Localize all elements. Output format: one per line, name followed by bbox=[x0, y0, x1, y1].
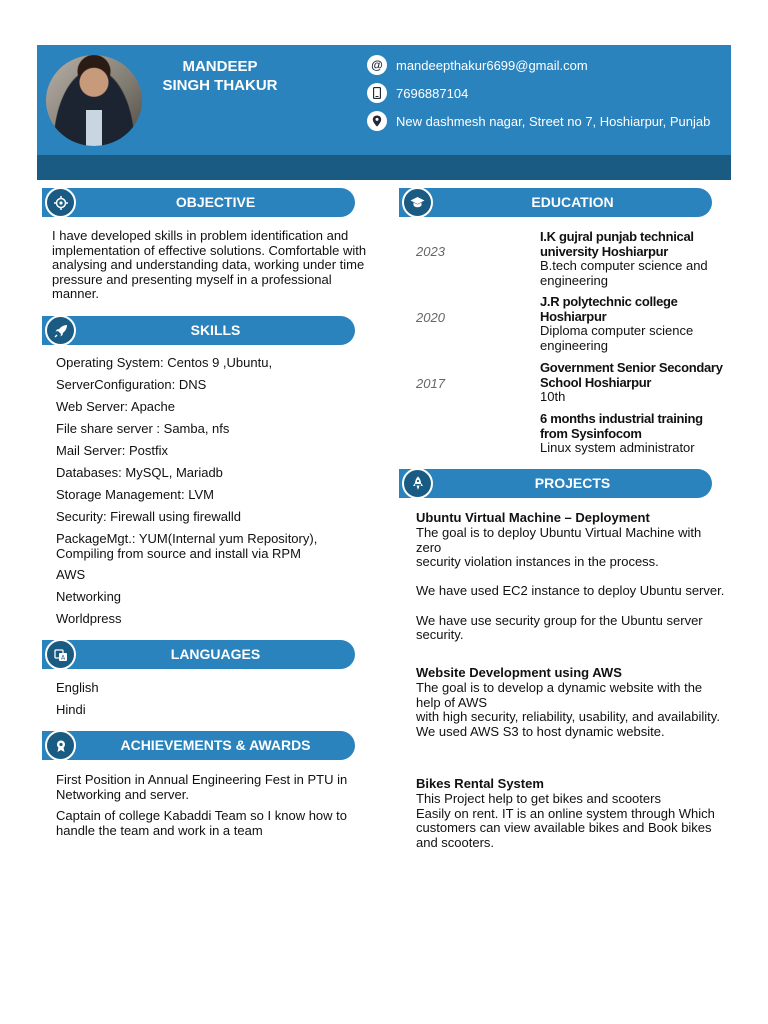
education-institution: 6 months industrial training from Sysinfocom bbox=[540, 411, 703, 441]
achievement-item: Captain of college Kabaddi Team so I know how to handle the team and work in a team bbox=[56, 808, 347, 838]
education-degree: Linux system administrator bbox=[540, 440, 695, 455]
skills-title: SKILLS bbox=[190, 322, 241, 338]
project-title: Bikes Rental System bbox=[416, 776, 544, 791]
rocket-launch-icon bbox=[402, 468, 433, 499]
objective-text: I have developed skills in problem identification and implementation of effective solutions. Comfortable with analysing and understanding data, working under time pressure and presenting myself in a professional manner. bbox=[52, 228, 367, 302]
header-band bbox=[37, 155, 731, 180]
achievement-item: First Position in Annual Engineering Fest in PTU in Networking and server. bbox=[56, 772, 348, 802]
contact-email bbox=[367, 55, 588, 75]
languages-header bbox=[42, 640, 355, 669]
skills-header bbox=[42, 316, 355, 345]
objective-header bbox=[42, 188, 355, 217]
education-institution: I.K gujral punjab technical university Hoshiarpur bbox=[540, 229, 694, 259]
project-title: Website Development using AWS bbox=[416, 665, 622, 680]
education-degree: 10th bbox=[540, 389, 566, 404]
rocket-icon bbox=[45, 315, 76, 346]
language-item: English bbox=[56, 680, 99, 695]
skill-item: Worldpress bbox=[56, 611, 122, 626]
email-text[interactable]: mandeepthakur6699@gmail.com bbox=[396, 57, 588, 73]
education-institution: Government Senior Secondary School Hoshiarpur bbox=[540, 360, 723, 390]
language-item: Hindi bbox=[56, 702, 86, 717]
address-text: New dashmesh nagar, Street no 7, Hoshiarpur, Punjab bbox=[396, 113, 711, 129]
education-degree: B.tech computer science and engineering bbox=[540, 258, 708, 288]
skill-item: Storage Management: LVM bbox=[56, 487, 215, 502]
award-icon bbox=[45, 730, 76, 761]
skill-item: Web Server: Apache bbox=[56, 399, 175, 414]
education-year: 2020 bbox=[416, 310, 445, 325]
objective-title: OBJECTIVE bbox=[175, 194, 256, 210]
phone-text[interactable]: 7696887104 bbox=[396, 85, 469, 101]
name-line-1: MANDEEP bbox=[182, 58, 258, 75]
skill-item: PackageMgt.: YUM(Internal yum Repository), Compiling from source and install via RPM bbox=[56, 531, 318, 561]
map-pin-icon bbox=[367, 111, 387, 131]
at-sign-icon: @ bbox=[367, 55, 387, 75]
achievements-header bbox=[42, 731, 355, 760]
project-description: The goal is to deploy Ubuntu Virtual Machine with zero security violation instances in the process. We have used EC2 instance to deploy Ubuntu server. We have use security group for the Ubuntu server security. bbox=[416, 525, 725, 643]
education-institution: J.R polytechnic college Hoshiarpur bbox=[540, 294, 678, 324]
svg-text:A: A bbox=[60, 654, 65, 661]
graduation-cap-icon bbox=[402, 187, 433, 218]
achievements-title: ACHIEVEMENTS & AWARDS bbox=[120, 737, 311, 753]
skill-item: Databases: MySQL, Mariadb bbox=[56, 465, 223, 480]
education-year: 2017 bbox=[416, 376, 445, 391]
skill-item: Security: Firewall using firewalld bbox=[56, 509, 241, 524]
profile-photo bbox=[46, 55, 142, 146]
contact-address bbox=[367, 111, 710, 131]
project-title: Ubuntu Virtual Machine – Deployment bbox=[416, 510, 650, 525]
education-degree: Diploma computer science engineering bbox=[540, 323, 694, 353]
project-description: This Project help to get bikes and scooters Easily on rent. IT is an online system through Which customers can view available bikes and Book bikes and scooters. bbox=[416, 791, 715, 850]
name-line-2: SINGH THAKUR bbox=[162, 77, 278, 94]
target-icon bbox=[45, 187, 76, 218]
skill-item: Operating System: Centos 9 ,Ubuntu, bbox=[56, 355, 273, 370]
education-year: 2023 bbox=[416, 244, 445, 259]
candidate-name bbox=[155, 57, 285, 95]
projects-title: PROJECTS bbox=[534, 475, 611, 491]
skill-item: AWS bbox=[56, 567, 86, 582]
mobile-phone-icon bbox=[367, 83, 387, 103]
skill-item: Mail Server: Postfix bbox=[56, 443, 168, 458]
project-description: The goal is to develop a dynamic website with the help of AWS with high security, reliability, usability, and availability. We used AWS S3 to host dynamic website. bbox=[416, 680, 720, 739]
resume-header bbox=[37, 45, 731, 180]
education-header bbox=[399, 188, 712, 217]
projects-header bbox=[399, 469, 712, 498]
translate-icon bbox=[45, 639, 76, 670]
skill-item: Networking bbox=[56, 589, 122, 604]
education-title: EDUCATION bbox=[531, 194, 614, 210]
contact-phone bbox=[367, 83, 468, 103]
skill-item: File share server : Samba, nfs bbox=[56, 421, 230, 436]
languages-title: LANGUAGES bbox=[170, 646, 261, 662]
skill-item: ServerConfiguration: DNS bbox=[56, 377, 207, 392]
